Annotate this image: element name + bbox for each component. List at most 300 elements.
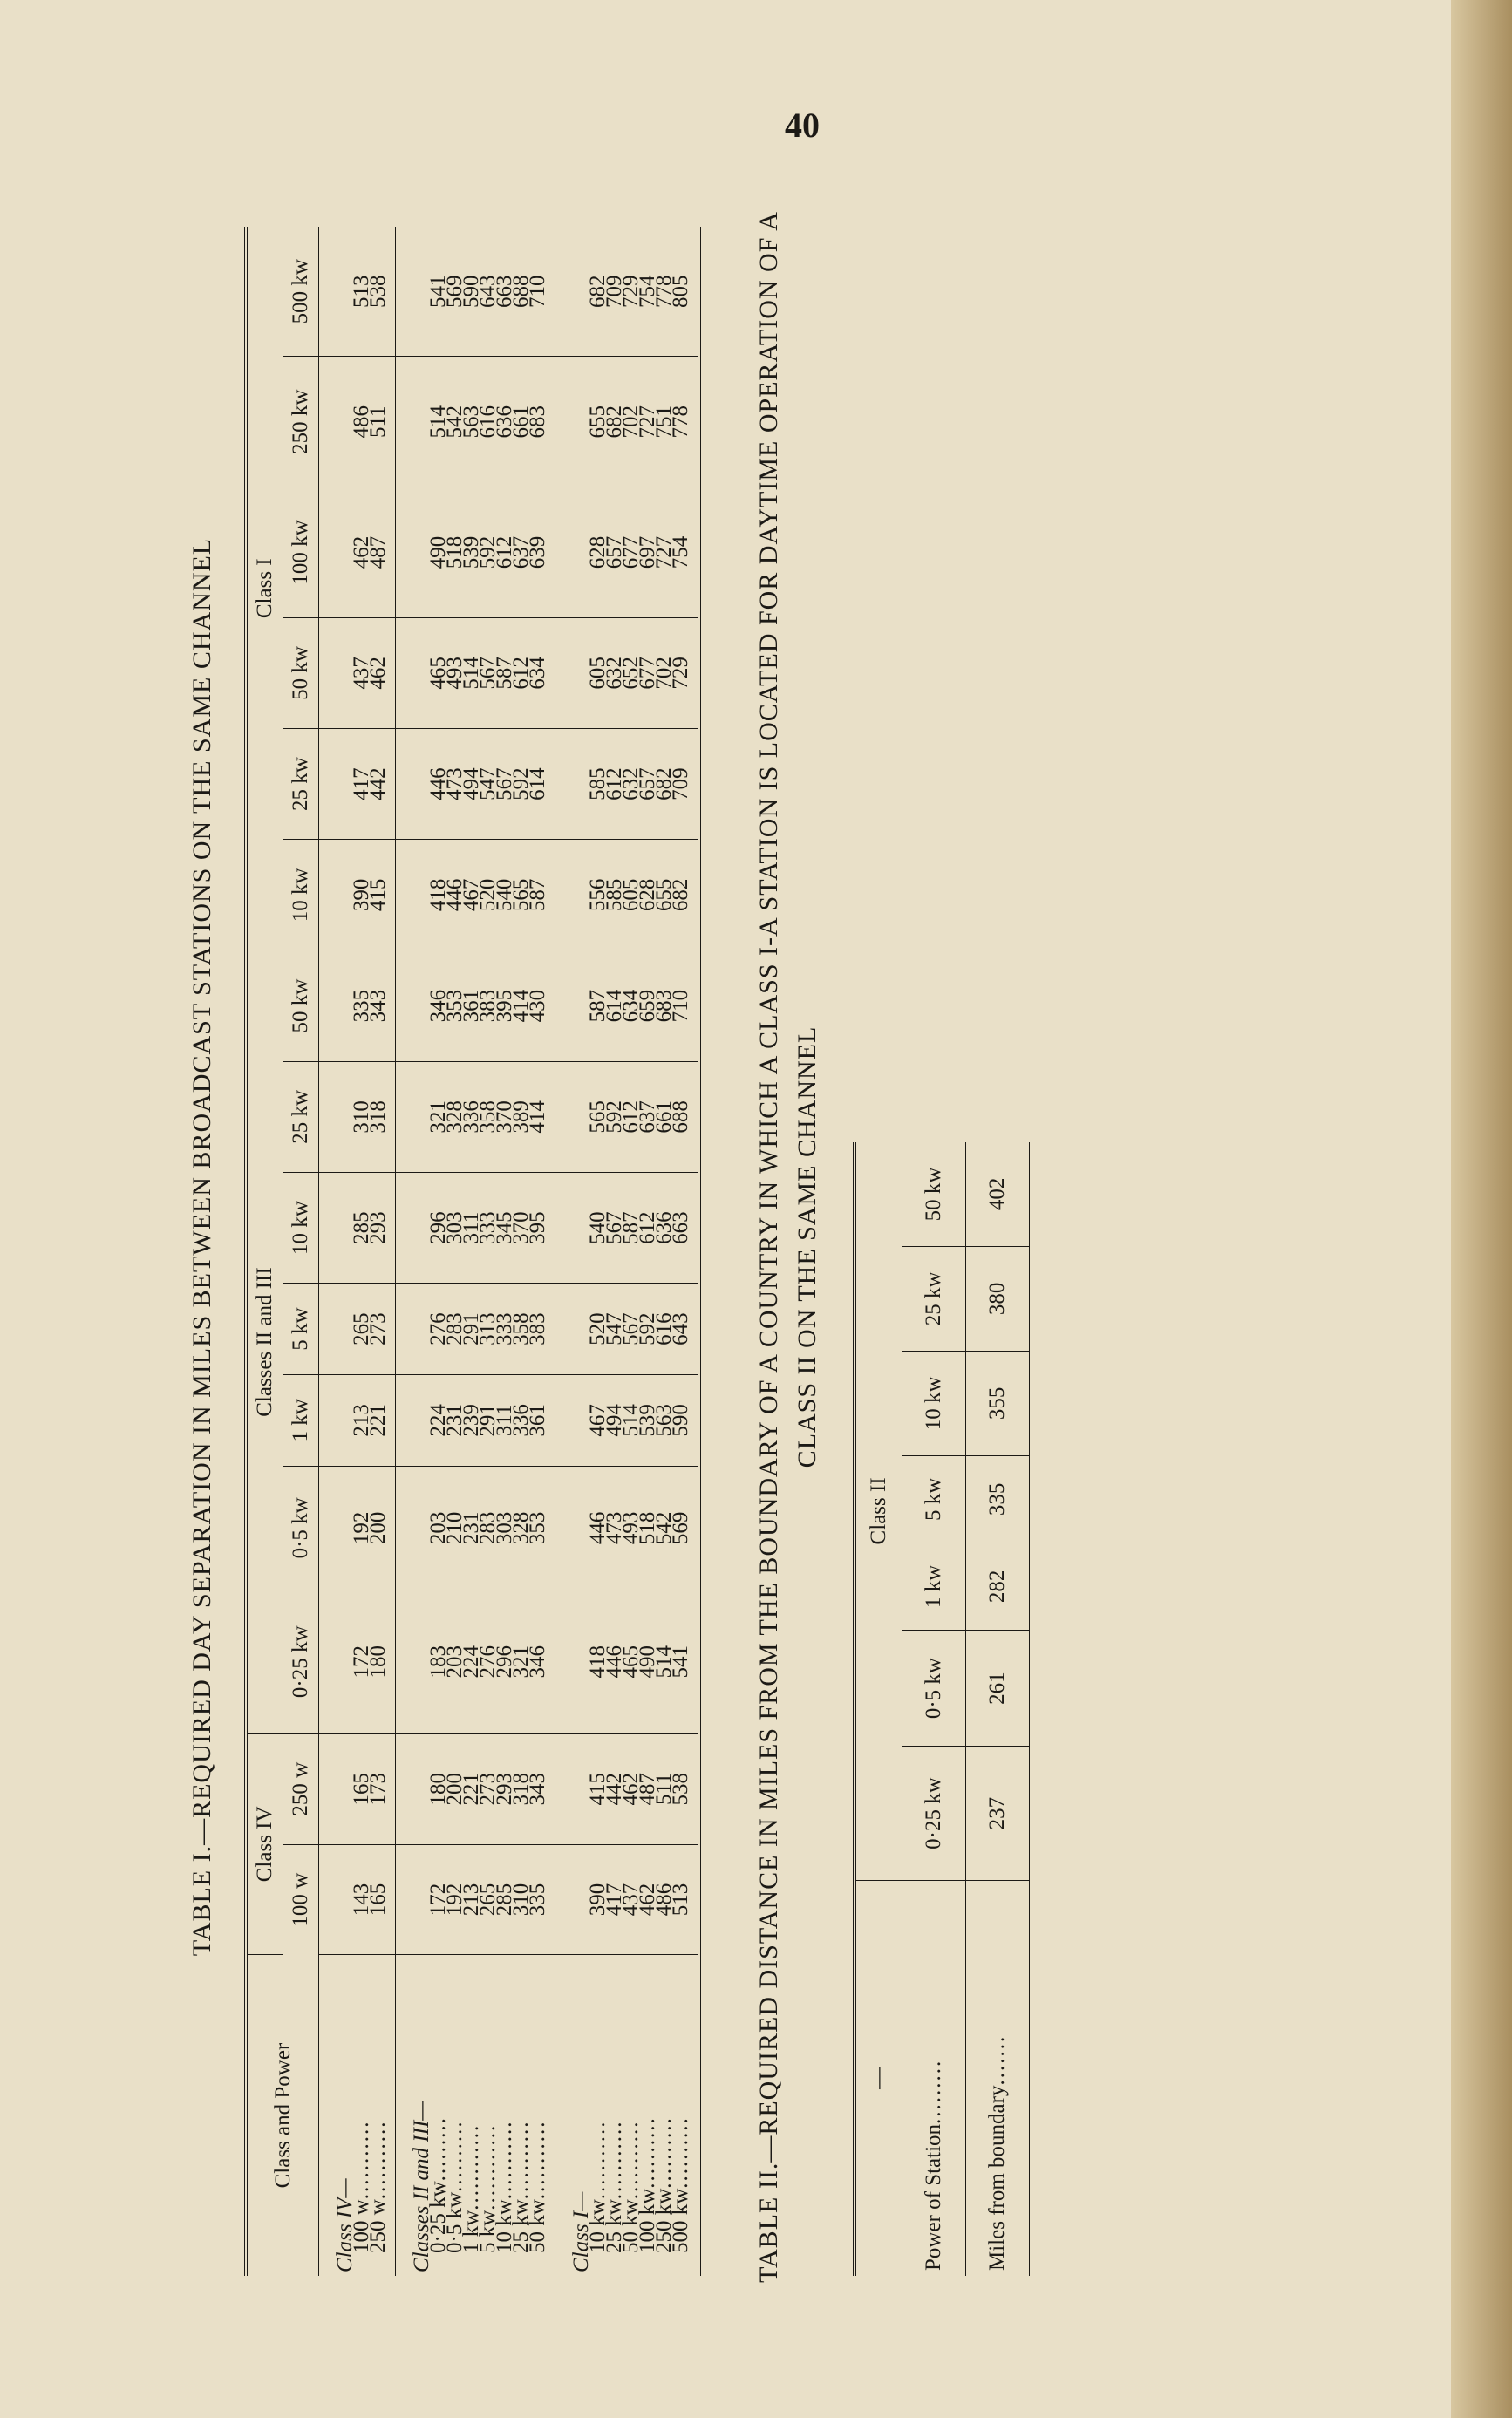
table1-value: 203 (426, 1511, 450, 1545)
table1-value: 592 (636, 1312, 659, 1345)
table1-value: 462 (619, 1772, 643, 1806)
table1-value: 473 (443, 767, 467, 800)
table1-value: 192 (350, 1511, 373, 1545)
table1-value: 283 (443, 1312, 467, 1345)
table1-value: 513 (350, 275, 373, 308)
table1-value: 414 (509, 989, 533, 1023)
table1-value: 569 (669, 1511, 692, 1545)
table1-value: 677 (636, 657, 659, 690)
table1-value: 415 (586, 1772, 610, 1806)
table1-value: 200 (366, 1511, 390, 1545)
table1-value: 661 (652, 1100, 676, 1134)
leader-dots: ........... (619, 2120, 643, 2200)
table1-value: 276 (426, 1312, 450, 1345)
table1-value: 276 (476, 1645, 500, 1679)
table1-value: 587 (586, 989, 610, 1023)
table1-value: 612 (509, 657, 533, 690)
table1-value: 538 (366, 275, 390, 308)
table1-group-title: Class IV— (333, 2178, 357, 2272)
table1-row-label-text: 1 kw (460, 2210, 483, 2253)
table1-value: 688 (509, 275, 533, 308)
table1-cell (319, 1172, 396, 1283)
table1-value: 296 (426, 1211, 450, 1244)
table2-header-group: Class II (855, 1142, 902, 1880)
table1-value: 303 (493, 1511, 516, 1545)
table1-value: 616 (476, 405, 500, 439)
table1-value: 652 (619, 657, 643, 690)
table1-value: 592 (603, 1100, 626, 1134)
table1-value: 655 (652, 878, 676, 912)
table1-value: 514 (426, 405, 450, 439)
table1-header-group: Class IV (246, 1733, 283, 1955)
table1-value: 683 (652, 989, 676, 1023)
table1-value: 383 (526, 1312, 549, 1345)
table1-power-header: 250 kw (283, 357, 319, 487)
table1-value: 321 (426, 1100, 450, 1134)
table1-caption: TABLE I.—REQUIRED DAY SEPARATION IN MILES BETWEEN BROADCAST STATIONS ON THE SAME CHANNEL (187, 537, 216, 1957)
table1 (244, 227, 701, 2276)
table1-value: 172 (426, 1883, 450, 1917)
table1-value: 333 (476, 1211, 500, 1244)
table1-group-label (319, 1955, 396, 2276)
table1-value: 446 (586, 1511, 610, 1545)
table1-value: 310 (509, 1883, 533, 1917)
table1-value: 655 (586, 405, 610, 439)
table1-value: 465 (426, 657, 450, 690)
table1-value: 221 (366, 1404, 390, 1437)
table1-cell (555, 1284, 700, 1375)
table1-cell (319, 1284, 396, 1375)
table1-value: 389 (509, 1100, 533, 1134)
leader-dots: .......... (636, 2116, 659, 2189)
table1-value: 567 (603, 1211, 626, 1244)
table1-value: 682 (586, 275, 610, 308)
table1-power-header: 100 kw (283, 487, 319, 618)
table1-value: 462 (636, 1883, 659, 1917)
table1-value: 231 (443, 1404, 467, 1437)
table1-value: 333 (493, 1312, 516, 1345)
table1-value: 321 (509, 1645, 533, 1679)
table1-value: 612 (603, 767, 626, 800)
table1-value: 418 (586, 1645, 610, 1679)
table1-value: 343 (366, 989, 390, 1023)
table1-cell (396, 1284, 555, 1375)
table1-power-header: 100 w (283, 1844, 319, 1954)
table1-value: 590 (669, 1404, 692, 1437)
table1-value: 727 (652, 535, 676, 569)
table1-row-label-text: 0·25 kw (426, 2181, 450, 2253)
page-edge-shadow (1451, 0, 1512, 2418)
table1-value: 683 (526, 405, 549, 439)
table1-value: 541 (669, 1645, 692, 1679)
table1-cell (555, 617, 700, 728)
table1-value: 213 (460, 1883, 483, 1917)
table1-value: 547 (476, 767, 500, 800)
table1-value: 661 (509, 405, 533, 439)
table1-value: 490 (636, 1645, 659, 1679)
table1-value: 565 (586, 1100, 610, 1134)
table1-cell (396, 950, 555, 1061)
table1-power-header: 0·5 kw (283, 1466, 319, 1590)
table1-value: 710 (526, 275, 549, 308)
table1-body (319, 227, 700, 2276)
table1-value: 285 (350, 1211, 373, 1244)
table1-value: 446 (426, 767, 450, 800)
table2-power-cell: 50 kw (902, 1142, 966, 1246)
table1-value: 514 (619, 1404, 643, 1437)
table1-value: 663 (669, 1211, 692, 1244)
leader-dots: ......... (426, 2116, 450, 2182)
table1-value: 173 (366, 1772, 390, 1806)
table1-value: 677 (619, 535, 643, 569)
table1-cell (319, 1061, 396, 1172)
table1-row-label-text: 100 kw (636, 2188, 659, 2253)
table1-value: 143 (350, 1883, 373, 1917)
table1-value: 682 (652, 767, 676, 800)
table1-value: 540 (493, 878, 516, 912)
table1-value: 490 (426, 535, 450, 569)
table1-value: 465 (619, 1645, 643, 1679)
table1-value: 335 (350, 989, 373, 1023)
table1-value: 605 (586, 657, 610, 690)
table1-value: 513 (669, 1883, 692, 1917)
table1-value: 542 (443, 405, 467, 439)
table2 (853, 1142, 1032, 2276)
table1-value: 511 (366, 405, 390, 439)
table1-cell (555, 487, 700, 618)
table1-value: 353 (526, 1511, 549, 1545)
table1-value: 697 (636, 535, 659, 569)
table1-value: 567 (476, 657, 500, 690)
table1-value: 538 (669, 1772, 692, 1806)
table1-cell (555, 729, 700, 840)
table1-cell (396, 840, 555, 950)
rotated-content (174, 209, 1046, 2285)
table1-value: 346 (426, 989, 450, 1023)
table2-power-cell: 10 kw (902, 1351, 966, 1455)
table1-value: 313 (476, 1312, 500, 1345)
table1-cell (396, 617, 555, 728)
table1-cell (555, 950, 700, 1061)
leader-dots: ............ (460, 2123, 483, 2210)
table1-value: 318 (509, 1772, 533, 1806)
table1-value: 390 (586, 1883, 610, 1917)
table1-value: 370 (493, 1100, 516, 1134)
table1-cell (555, 357, 700, 487)
table1-value: 200 (443, 1772, 467, 1806)
table1-value: 805 (669, 275, 692, 308)
table1-value: 239 (460, 1404, 483, 1437)
table1-value: 328 (509, 1511, 533, 1545)
table1-value: 415 (366, 878, 390, 912)
table1-value: 663 (493, 275, 516, 308)
table2-miles-cell: 380 (966, 1246, 1032, 1351)
table1-value: 643 (669, 1312, 692, 1345)
table1-value: 395 (493, 989, 516, 1023)
leader-dots: ........... (603, 2120, 626, 2200)
table1-value: 511 (652, 1773, 676, 1805)
table1-value: 520 (476, 878, 500, 912)
table1-value: 462 (350, 535, 373, 569)
table1-power-header: 10 kw (283, 840, 319, 950)
table1-value: 634 (619, 989, 643, 1023)
table1-group-title: Class I— (569, 2191, 593, 2272)
table1-cell (319, 950, 396, 1061)
table1-row-label-text: 0·5 kw (443, 2191, 467, 2253)
table1-value: 657 (603, 535, 626, 569)
table1-value: 493 (443, 657, 467, 690)
table1-cell (555, 1590, 700, 1733)
table1-value: 778 (669, 405, 692, 439)
table1-value: 569 (443, 275, 467, 308)
table1-value: 565 (509, 878, 533, 912)
table1-value: 311 (493, 1404, 516, 1437)
table1-value: 231 (460, 1511, 483, 1545)
table1-value: 358 (476, 1100, 500, 1134)
table1-value: 395 (526, 1211, 549, 1244)
table1-value: 636 (652, 1211, 676, 1244)
leader-dots: ............ (476, 2123, 500, 2210)
table1-value: 612 (493, 535, 516, 569)
table1-value: 727 (636, 405, 659, 439)
table2-power-row (902, 1142, 966, 2276)
table1-group-label (396, 1955, 555, 2276)
table1-value: 514 (652, 1645, 676, 1679)
table1-value: 567 (619, 1312, 643, 1345)
table1-value: 643 (476, 275, 500, 308)
table1-cell (319, 617, 396, 728)
leader-dots: ........... (509, 2120, 533, 2200)
table1-value: 614 (526, 767, 549, 800)
table2-power-cell: 25 kw (902, 1246, 966, 1351)
table1-value: 514 (460, 657, 483, 690)
table1-value: 487 (636, 1772, 659, 1806)
table1-value: 180 (426, 1772, 450, 1806)
table1-value: 221 (460, 1772, 483, 1806)
leader-dots: ........... (350, 2120, 373, 2200)
table1-value: 273 (476, 1772, 500, 1806)
table1-header-row (246, 227, 283, 2276)
table1-power-header: 250 w (283, 1733, 319, 1844)
table1-value: 556 (586, 878, 610, 912)
table1-row-label-text: 250 kw (652, 2188, 676, 2253)
table1-row-label-text: 10 kw (493, 2199, 516, 2253)
table1-value: 487 (366, 535, 390, 569)
table1-value: 493 (619, 1511, 643, 1545)
table1-value: 203 (443, 1645, 467, 1679)
table1-value: 213 (350, 1404, 373, 1437)
table2-row-label-text: Power of Station (922, 2123, 945, 2271)
table1-value: 637 (636, 1100, 659, 1134)
table1-header-group: Classes II and III (246, 950, 283, 1733)
table1-value: 520 (586, 1312, 610, 1345)
table1-power-header: 25 kw (283, 1061, 319, 1172)
table1-cell (396, 357, 555, 487)
table1-row-label-text: 10 kw (586, 2199, 610, 2253)
table1-cell (319, 1590, 396, 1733)
table1-cell (555, 1172, 700, 1283)
table2-header-dash: — (855, 1880, 902, 2276)
table1-value: 390 (350, 878, 373, 912)
table1-value: 343 (526, 1772, 549, 1806)
table1-value: 417 (603, 1883, 626, 1917)
table1-value: 224 (460, 1645, 483, 1679)
table2-miles-cell: 282 (966, 1543, 1032, 1630)
table1-value: 273 (366, 1312, 390, 1345)
table1-value: 632 (603, 657, 626, 690)
table1-value: 370 (509, 1211, 533, 1244)
table1-cell (319, 1374, 396, 1466)
table1-value: 358 (509, 1312, 533, 1345)
table1-power-header: 50 kw (283, 950, 319, 1061)
table1-value: 345 (493, 1211, 516, 1244)
table1-cell (396, 1374, 555, 1466)
table1-value: 540 (586, 1211, 610, 1244)
table2-power-cell: 0·5 kw (902, 1630, 966, 1746)
table1-value: 285 (493, 1883, 516, 1917)
table1-cell (319, 357, 396, 487)
table1-value: 265 (350, 1312, 373, 1345)
table1-value: 442 (366, 767, 390, 800)
table1-value: 486 (652, 1883, 676, 1917)
page-number: 40 (785, 106, 820, 145)
table1-row-label-text: 5 kw (476, 2210, 500, 2253)
table1-cell (555, 1844, 700, 1954)
table1-power-header: 500 kw (283, 227, 319, 357)
table1-cell (555, 840, 700, 950)
table1-value: 446 (603, 1645, 626, 1679)
table1-cell (555, 1061, 700, 1172)
table1-cell (396, 1733, 555, 1844)
table1-value: 539 (460, 535, 483, 569)
table1-value: 291 (476, 1404, 500, 1437)
table1-cell (396, 227, 555, 357)
table2-power-cell: 1 kw (902, 1543, 966, 1630)
table1-value: 637 (509, 535, 533, 569)
table1-value: 462 (366, 657, 390, 690)
table1-value: 494 (460, 767, 483, 800)
table1-value: 702 (619, 405, 643, 439)
table1-value: 414 (526, 1100, 549, 1134)
table1-row-label-text: 25 kw (603, 2199, 626, 2253)
table1-value: 592 (509, 767, 533, 800)
table2-row-label (902, 1880, 966, 2276)
leader-dots: .......... (443, 2120, 467, 2192)
table1-group-row (396, 227, 555, 2276)
table1-cell (319, 1844, 396, 1954)
table1-value: 210 (443, 1511, 467, 1545)
table1-value: 442 (603, 1772, 626, 1806)
table1-value: 518 (636, 1511, 659, 1545)
leader-dots: ....... (985, 2034, 1009, 2086)
table1-header-group: Class I (246, 227, 283, 950)
table1-value: 291 (460, 1312, 483, 1345)
table1-value: 547 (603, 1312, 626, 1345)
table1-value: 729 (669, 657, 692, 690)
table1-value: 224 (426, 1404, 450, 1437)
table1-cell (555, 227, 700, 357)
table1-value: 353 (443, 989, 467, 1023)
table1-cell (319, 840, 396, 950)
table1-value: 418 (426, 878, 450, 912)
table1-value: 563 (652, 1404, 676, 1437)
table1-group-row (319, 227, 396, 2276)
table1-value: 383 (476, 989, 500, 1023)
leader-dots: ........... (526, 2120, 549, 2200)
table1-value: 518 (443, 535, 467, 569)
table1-row-label (366, 1958, 390, 2272)
table1-header-class-power: Class and Power (246, 1955, 319, 2276)
table1-value: 446 (443, 878, 467, 912)
table2-miles-cell: 237 (966, 1747, 1032, 1880)
table1-power-header: 10 kw (283, 1172, 319, 1283)
table1-row-label-text: 500 kw (669, 2188, 692, 2253)
table1-value: 335 (526, 1883, 549, 1917)
table1-value: 778 (652, 275, 676, 308)
table1-value: 336 (509, 1404, 533, 1437)
table1-value: 192 (443, 1883, 467, 1917)
table1-row-label-text: 50 kw (526, 2199, 549, 2253)
table1-power-header: 25 kw (283, 729, 319, 840)
table1-value: 180 (366, 1645, 390, 1679)
table1-value: 293 (493, 1772, 516, 1806)
table1-row-label-text: 25 kw (509, 2199, 533, 2253)
table1-value: 751 (652, 405, 676, 439)
table1-value: 361 (526, 1404, 549, 1437)
table1-value: 729 (619, 275, 643, 308)
table1-value: 605 (619, 878, 643, 912)
leader-dots: .......... (652, 2116, 676, 2189)
table2-row-label (966, 1880, 1032, 2276)
table1-value: 437 (619, 1883, 643, 1917)
table1-value: 361 (460, 989, 483, 1023)
table1-power-header: 5 kw (283, 1284, 319, 1375)
leader-dots: ........... (366, 2120, 390, 2200)
table1-value: 709 (603, 275, 626, 308)
table1-value: 310 (350, 1100, 373, 1134)
table1-value: 710 (669, 989, 692, 1023)
table1-cell (396, 1061, 555, 1172)
table1-value: 473 (603, 1511, 626, 1545)
table1-value: 293 (366, 1211, 390, 1244)
table1-cell (396, 1466, 555, 1590)
table1-value: 585 (603, 878, 626, 912)
table1-value: 592 (476, 535, 500, 569)
table1-value: 437 (350, 657, 373, 690)
table1-value: 612 (619, 1100, 643, 1134)
table1-value: 165 (350, 1772, 373, 1806)
table2-miles-cell: 335 (966, 1455, 1032, 1543)
table2-power-cell: 0·25 kw (902, 1747, 966, 1880)
table1-value: 283 (476, 1511, 500, 1545)
table1-cell (319, 487, 396, 618)
table1-cell (319, 1733, 396, 1844)
table1-power-header: 0·25 kw (283, 1590, 319, 1733)
table1-value: 754 (669, 535, 692, 569)
table1-value: 486 (350, 405, 373, 439)
table1-group-row (555, 227, 700, 2276)
table1-header (246, 227, 319, 2276)
table1-value: 616 (652, 1312, 676, 1345)
table2-power-cell: 5 kw (902, 1455, 966, 1543)
table1-row-label-text: 100 w (350, 2199, 373, 2253)
table1-value: 467 (586, 1404, 610, 1437)
table2-caption: TABLE II.—REQUIRED DISTANCE IN MILES FROM THE BOUNDARY OF A COUNTRY IN WHICH A CLASS I-A STATION IS LOCATED FOR DAYTIME OPERATION OF A CLASS II ON THE SAME CHANNEL (754, 211, 821, 2283)
table1-value: 632 (619, 767, 643, 800)
table1-value: 628 (636, 878, 659, 912)
leader-dots: ........... (586, 2120, 610, 2200)
table1-value: 612 (636, 1211, 659, 1244)
